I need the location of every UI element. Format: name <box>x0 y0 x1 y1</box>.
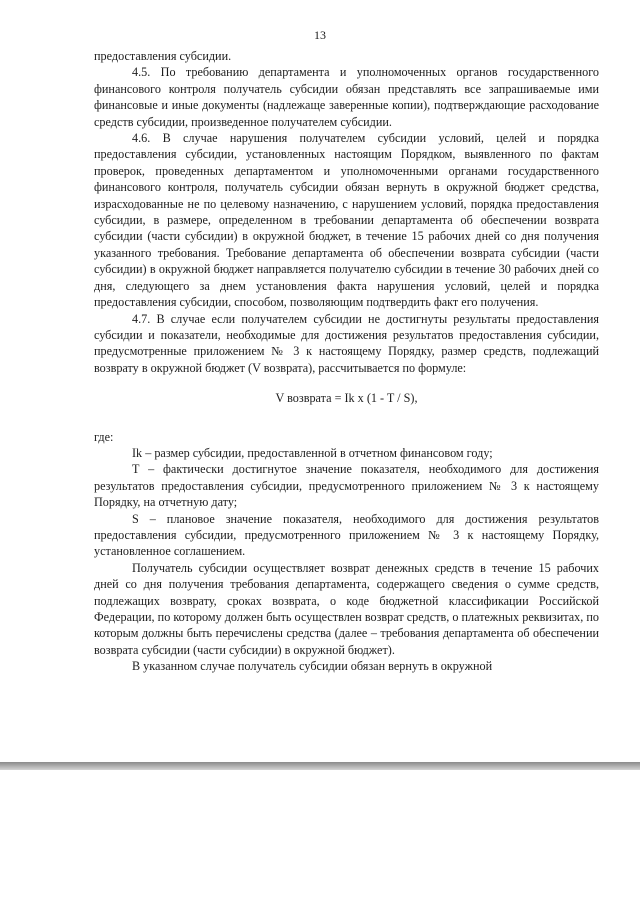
definition-t: T – фактически достигнутое значение показателя, необходимого для достижения результатов предоставления субсидии, предусмотренного приложением № 3 к настоящему Порядку, на отчетную дату; <box>94 462 599 510</box>
document-body <box>94 48 599 675</box>
paragraph-4-6: 4.6. В случае нарушения получателем субсидии условий, целей и порядка предоставления субсидии, установленных настоящим Порядком, выявленного по фактам проверок, проведенных департаментом и уполномоченными органами государственного финансового контроля, получатель субсидии обязан вернуть в окружной бюджет средства, израсходованные не по целевому назначению, с нарушением условий, порядка предоставления субсидии, в размере, определенном в требовании департамента об обеспечении возврата субсидии (части субсидии) в окружной бюджет, в течение 15 рабочих дней со дня получения указанного требования. Требование департамента об обеспечении возврата субсидии (части субсидии) в окружной бюджет направляется получателю субсидии в течение 30 рабочих дней со дня, следующего за днем установления факта нарушения условий, целей и порядка предоставления субсидии, способом, позволяющим подтвердить факт его получения. <box>94 131 599 310</box>
where-label: где: <box>94 429 114 444</box>
definition-s: S – плановое значение показателя, необходимого для достижения результатов предоставления субсидии, предусмотренного приложением № 3 к настоящему Порядку, установленное соглашением. <box>94 511 599 559</box>
page-number: 13 <box>314 28 326 42</box>
paragraph-4-5: 4.5. По требованию департамента и уполномоченных органов государственного финансового контроля получатель субсидии обязан представлять все запрашиваемые ими финансовые и иные документы (надлежаще заверенные копии), подтверждающие расходование средств субсидии, произведенное получателем субсидии. <box>94 65 599 129</box>
paragraph-4-7: 4.7. В случае если получателем субсидии не достигнуты результаты предоставления субсидии и показатели, необходимые для достижения результатов предоставления субсидии, предусмотренные приложением № 3 к настоящему Порядку, размер средств, подлежащий возврату в окружной бюджет (V возврата), рассчитывается по формуле: <box>94 311 599 375</box>
paragraph-return-obligation: В указанном случае получатель субсидии обязан вернуть в окружной <box>132 659 493 674</box>
formula: V возврата = Ik x (1 - T / S), <box>275 391 418 406</box>
scan-edge-strip <box>0 762 640 770</box>
paragraph-return-procedure: Получатель субсидии осуществляет возврат денежных средств в течение 15 рабочих дней со дня получения требования департамента, содержащего сведения о сумме средств, подлежащих возврату, сроках возврата, о коде бюджетной классификации Российской Федерации, по которому должен быть осуществлен возврат средств, о платежных реквизитах, по которым должны быть перечислены средства (далее – требования департамента об обеспечении возврата субсидии (части субсидии) в окружной бюджет). <box>94 560 599 657</box>
paragraph-continuation: предоставления субсидии. <box>94 49 232 63</box>
definition-ik: Ik – размер субсидии, предоставленной в отчетном финансовом году; <box>132 445 493 460</box>
